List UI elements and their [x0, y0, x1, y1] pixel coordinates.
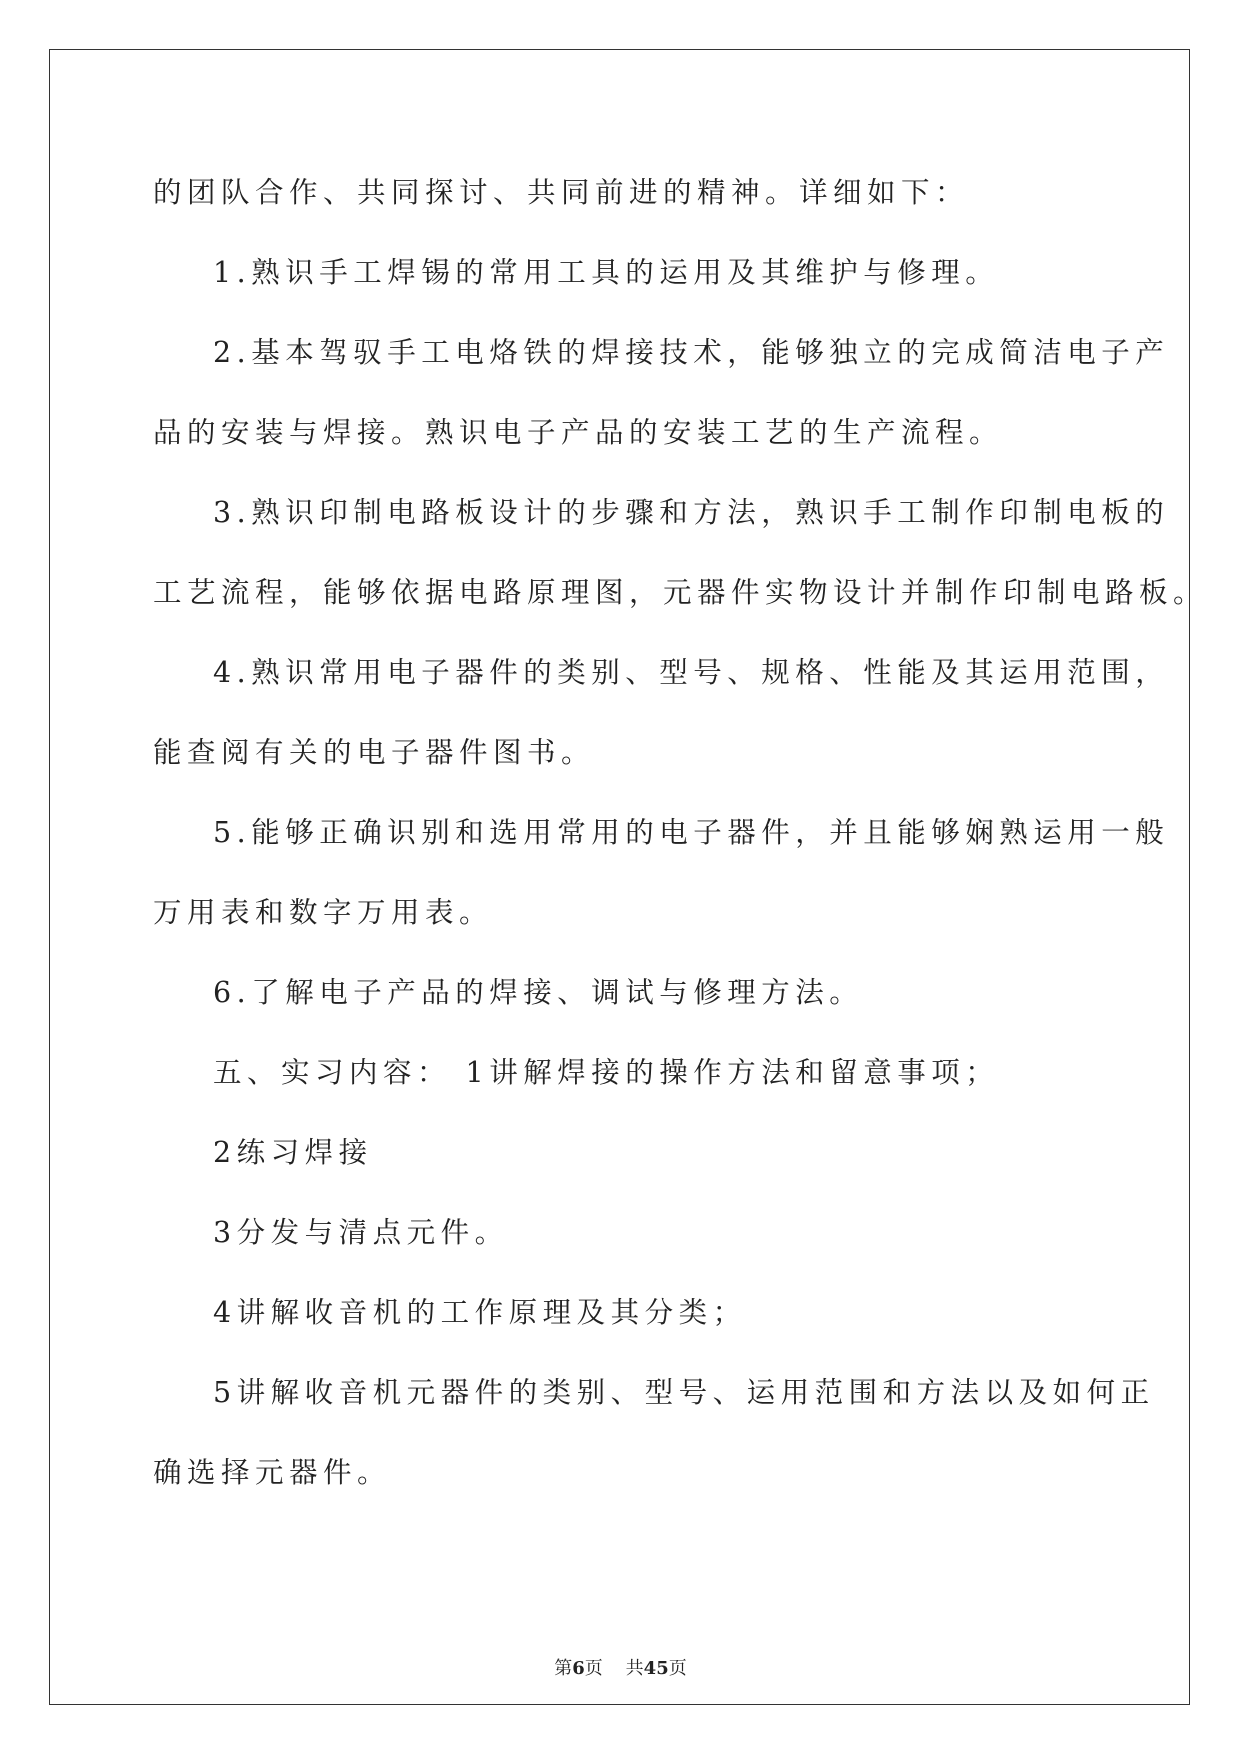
paragraph-line: 品的安装与焊接。熟识电子产品的安装工艺的生产流程。 — [153, 416, 1004, 449]
paragraph-line: 5.能够正确识别和选用常用的电子器件，并且能够娴熟运用一般 — [213, 816, 1170, 849]
paragraph-line: 能查阅有关的电子器件图书。 — [153, 736, 596, 769]
footer-total-unit: 页 — [668, 1658, 687, 1679]
paragraph-line: 的团队合作、共同探讨、共同前进的精神。详细如下： — [153, 176, 970, 209]
paragraph-line: 6.了解电子产品的焊接、调试与修理方法。 — [213, 976, 864, 1009]
paragraph-line: 确选择元器件。 — [153, 1456, 392, 1489]
paragraph-line: 4讲解收音机的工作原理及其分类； — [213, 1296, 747, 1329]
paragraph-line: 3分发与清点元件。 — [213, 1216, 509, 1249]
paragraph-line: 2练习焊接 — [213, 1136, 373, 1169]
paragraph-line: 3.熟识印制电路板设计的步骤和方法，熟识手工制作印制电板的 — [213, 496, 1170, 529]
footer-page-prefix: 第 — [554, 1658, 573, 1679]
footer-total-prefix: 共 — [625, 1658, 644, 1679]
paragraph-line: 4.熟识常用电子器件的类别、型号、规格、性能及其运用范围， — [213, 656, 1170, 689]
page-footer — [0, 1660, 1241, 1678]
footer-page-number: 6 — [572, 1658, 585, 1679]
paragraph-line: 1.熟识手工焊锡的常用工具的运用及其维护与修理。 — [213, 256, 1000, 289]
paragraph-line: 工艺流程，能够依据电路原理图，元器件实物设计并制作印制电路板。 — [153, 576, 1208, 609]
footer-total-pages: 45 — [643, 1658, 669, 1679]
paragraph-line: 5讲解收音机元器件的类别、型号、运用范围和方法以及如何正 — [213, 1376, 1155, 1409]
section-heading-line: 五、实习内容： 1讲解焊接的操作方法和留意事项； — [213, 1056, 1000, 1089]
paragraph-line: 2.基本驾驭手工电烙铁的焊接技术，能够独立的完成简洁电子产 — [213, 336, 1170, 369]
paragraph-line: 万用表和数字万用表。 — [153, 896, 494, 929]
footer-page-unit: 页 — [584, 1658, 603, 1679]
